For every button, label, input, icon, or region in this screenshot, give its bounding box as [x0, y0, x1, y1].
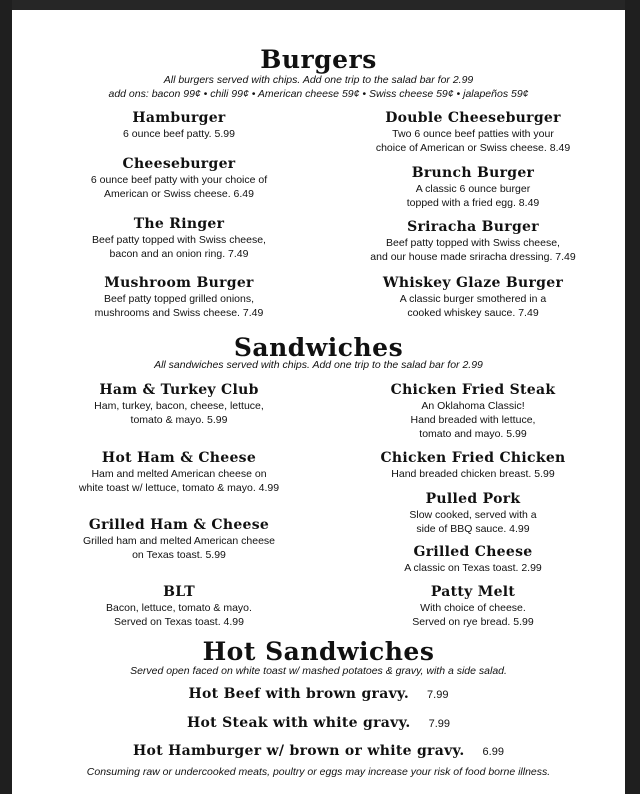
hot-item-hamburger [12, 742, 625, 760]
item-desc: Beef patty topped grilled onions, [103, 293, 255, 305]
item-desc: Two 6 ounce beef patties with your [392, 128, 554, 140]
item-name: Hamburger [132, 110, 226, 126]
menu-item-patty-melt [328, 583, 618, 629]
burgers-addons-note: add ons: bacon 99¢ • chili 99¢ • American cheese 59¢ • Swiss cheese 59¢ • jalapeños 59¢ [108, 88, 529, 100]
hot-sandwiches-title: Hot Sandwiches [202, 637, 435, 666]
item-name: BLT [163, 584, 195, 600]
sandwiches-title: Sandwiches [233, 333, 404, 362]
item-desc: 6 ounce beef patty. 5.99 [123, 128, 235, 140]
item-desc: side of BBQ sauce. 4.99 [416, 523, 530, 535]
menu-item-chicken-fried-chicken [328, 449, 618, 481]
hot-item-name: Hot Steak with white gravy. [186, 715, 411, 731]
menu-item-the-ringer [30, 215, 328, 261]
item-desc: Bacon, lettuce, tomato & mayo. [106, 602, 252, 614]
hot-item-price: 6.99 [482, 746, 504, 758]
item-name: Mushroom Burger [104, 275, 254, 291]
item-name: Whiskey Glaze Burger [382, 275, 564, 291]
item-desc: Ham, turkey, bacon, cheese, lettuce, [94, 400, 264, 412]
burgers-note: All burgers served with chips. Add one trip to the salad bar for 2.99 [163, 74, 474, 86]
item-desc: mushrooms and Swiss cheese. 7.49 [94, 307, 264, 319]
menu-item-ham-turkey-club [30, 381, 328, 427]
sandwiches-note: All sandwiches served with chips. Add one trip to the salad bar for 2.99 [154, 359, 483, 371]
menu-page [12, 0, 625, 794]
food-safety-disclaimer: Consuming raw or undercooked meats, poultry or eggs may increase your risk of food borne illness. [86, 766, 551, 778]
menu-item-hamburger [30, 109, 328, 141]
burgers-title: Burgers [260, 45, 377, 74]
menu-item-whiskey-glaze-burger [328, 274, 618, 320]
menu-item-sriracha-burger [328, 218, 618, 264]
menu-item-grilled-ham-cheese [30, 516, 328, 562]
hot-item-name: Hot Beef with brown gravy. [188, 686, 410, 702]
item-name: Chicken Fried Chicken [380, 450, 566, 466]
item-desc: A classic burger smothered in a [399, 293, 547, 305]
item-name: Brunch Burger [411, 165, 535, 181]
item-desc: on Texas toast. 5.99 [132, 549, 226, 561]
item-name: The Ringer [133, 216, 225, 232]
hot-item-price: 7.99 [428, 718, 451, 730]
item-desc: tomato & mayo. 5.99 [130, 414, 228, 426]
hot-item-beef [12, 685, 625, 703]
item-desc: Hand breaded chicken breast. 5.99 [391, 468, 555, 480]
menu-item-pulled-pork [328, 490, 618, 536]
item-desc: A classic on Texas toast. 2.99 [404, 562, 542, 574]
menu-item-mushroom-burger [30, 274, 328, 320]
hot-item-price: 7.99 [427, 689, 449, 701]
item-desc: and our house made sriracha dressing. 7.49 [370, 251, 576, 263]
item-desc: topped with a fried egg. 8.49 [406, 197, 540, 209]
item-desc: Served on rye bread. 5.99 [412, 616, 534, 628]
menu-item-grilled-cheese [328, 543, 618, 575]
item-name: Grilled Cheese [413, 544, 533, 560]
item-desc: cooked whiskey sauce. 7.49 [407, 307, 539, 319]
item-name: Cheeseburger [122, 156, 236, 172]
item-desc: bacon and an onion ring. 7.49 [109, 248, 249, 260]
item-name: Double Cheeseburger [385, 110, 561, 126]
item-desc: Slow cooked, served with a [409, 509, 537, 521]
menu-item-cheeseburger [30, 155, 328, 201]
item-desc: Beef patty topped with Swiss cheese, [92, 234, 266, 246]
menu-item-blt [30, 583, 328, 629]
item-desc: With choice of cheese. [420, 602, 526, 614]
item-desc: American or Swiss cheese. 6.49 [104, 188, 254, 200]
menu-item-double-cheeseburger [328, 109, 618, 155]
item-name: Sriracha Burger [407, 219, 539, 235]
item-desc: A classic 6 ounce burger [415, 183, 531, 195]
item-desc: Hand breaded with lettuce, [410, 414, 536, 426]
menu-item-chicken-fried-steak [328, 381, 618, 441]
item-name: Chicken Fried Steak [390, 382, 556, 398]
item-name: Hot Ham & Cheese [101, 450, 257, 466]
item-desc: Grilled ham and melted American cheese [82, 535, 275, 547]
item-desc: An Oklahoma Classic! [421, 400, 525, 412]
item-desc: Served on Texas toast. 4.99 [114, 616, 244, 628]
hot-sandwiches-note: Served open faced on white toast w/ mashed potatoes & gravy, with a side salad. [130, 665, 507, 677]
item-name: Pulled Pork [425, 491, 521, 507]
hot-item-steak [12, 714, 625, 732]
item-desc: white toast w/ lettuce, tomato & mayo. 4.99 [78, 482, 280, 494]
item-desc: tomato and mayo. 5.99 [419, 428, 527, 440]
item-name: Ham & Turkey Club [99, 382, 259, 398]
hot-item-name: Hot Hamburger w/ brown or white gravy. [133, 743, 465, 759]
item-desc: 6 ounce beef patty with your choice of [90, 174, 268, 186]
item-name: Grilled Ham & Cheese [88, 517, 270, 533]
item-name: Patty Melt [430, 584, 516, 600]
menu-item-brunch-burger [328, 164, 618, 210]
item-desc: choice of American or Swiss cheese. 8.49 [375, 142, 571, 154]
menu-item-hot-ham-cheese [30, 449, 328, 495]
item-desc: Ham and melted American cheese on [91, 468, 267, 480]
item-desc: Beef patty topped with Swiss cheese, [386, 237, 560, 249]
